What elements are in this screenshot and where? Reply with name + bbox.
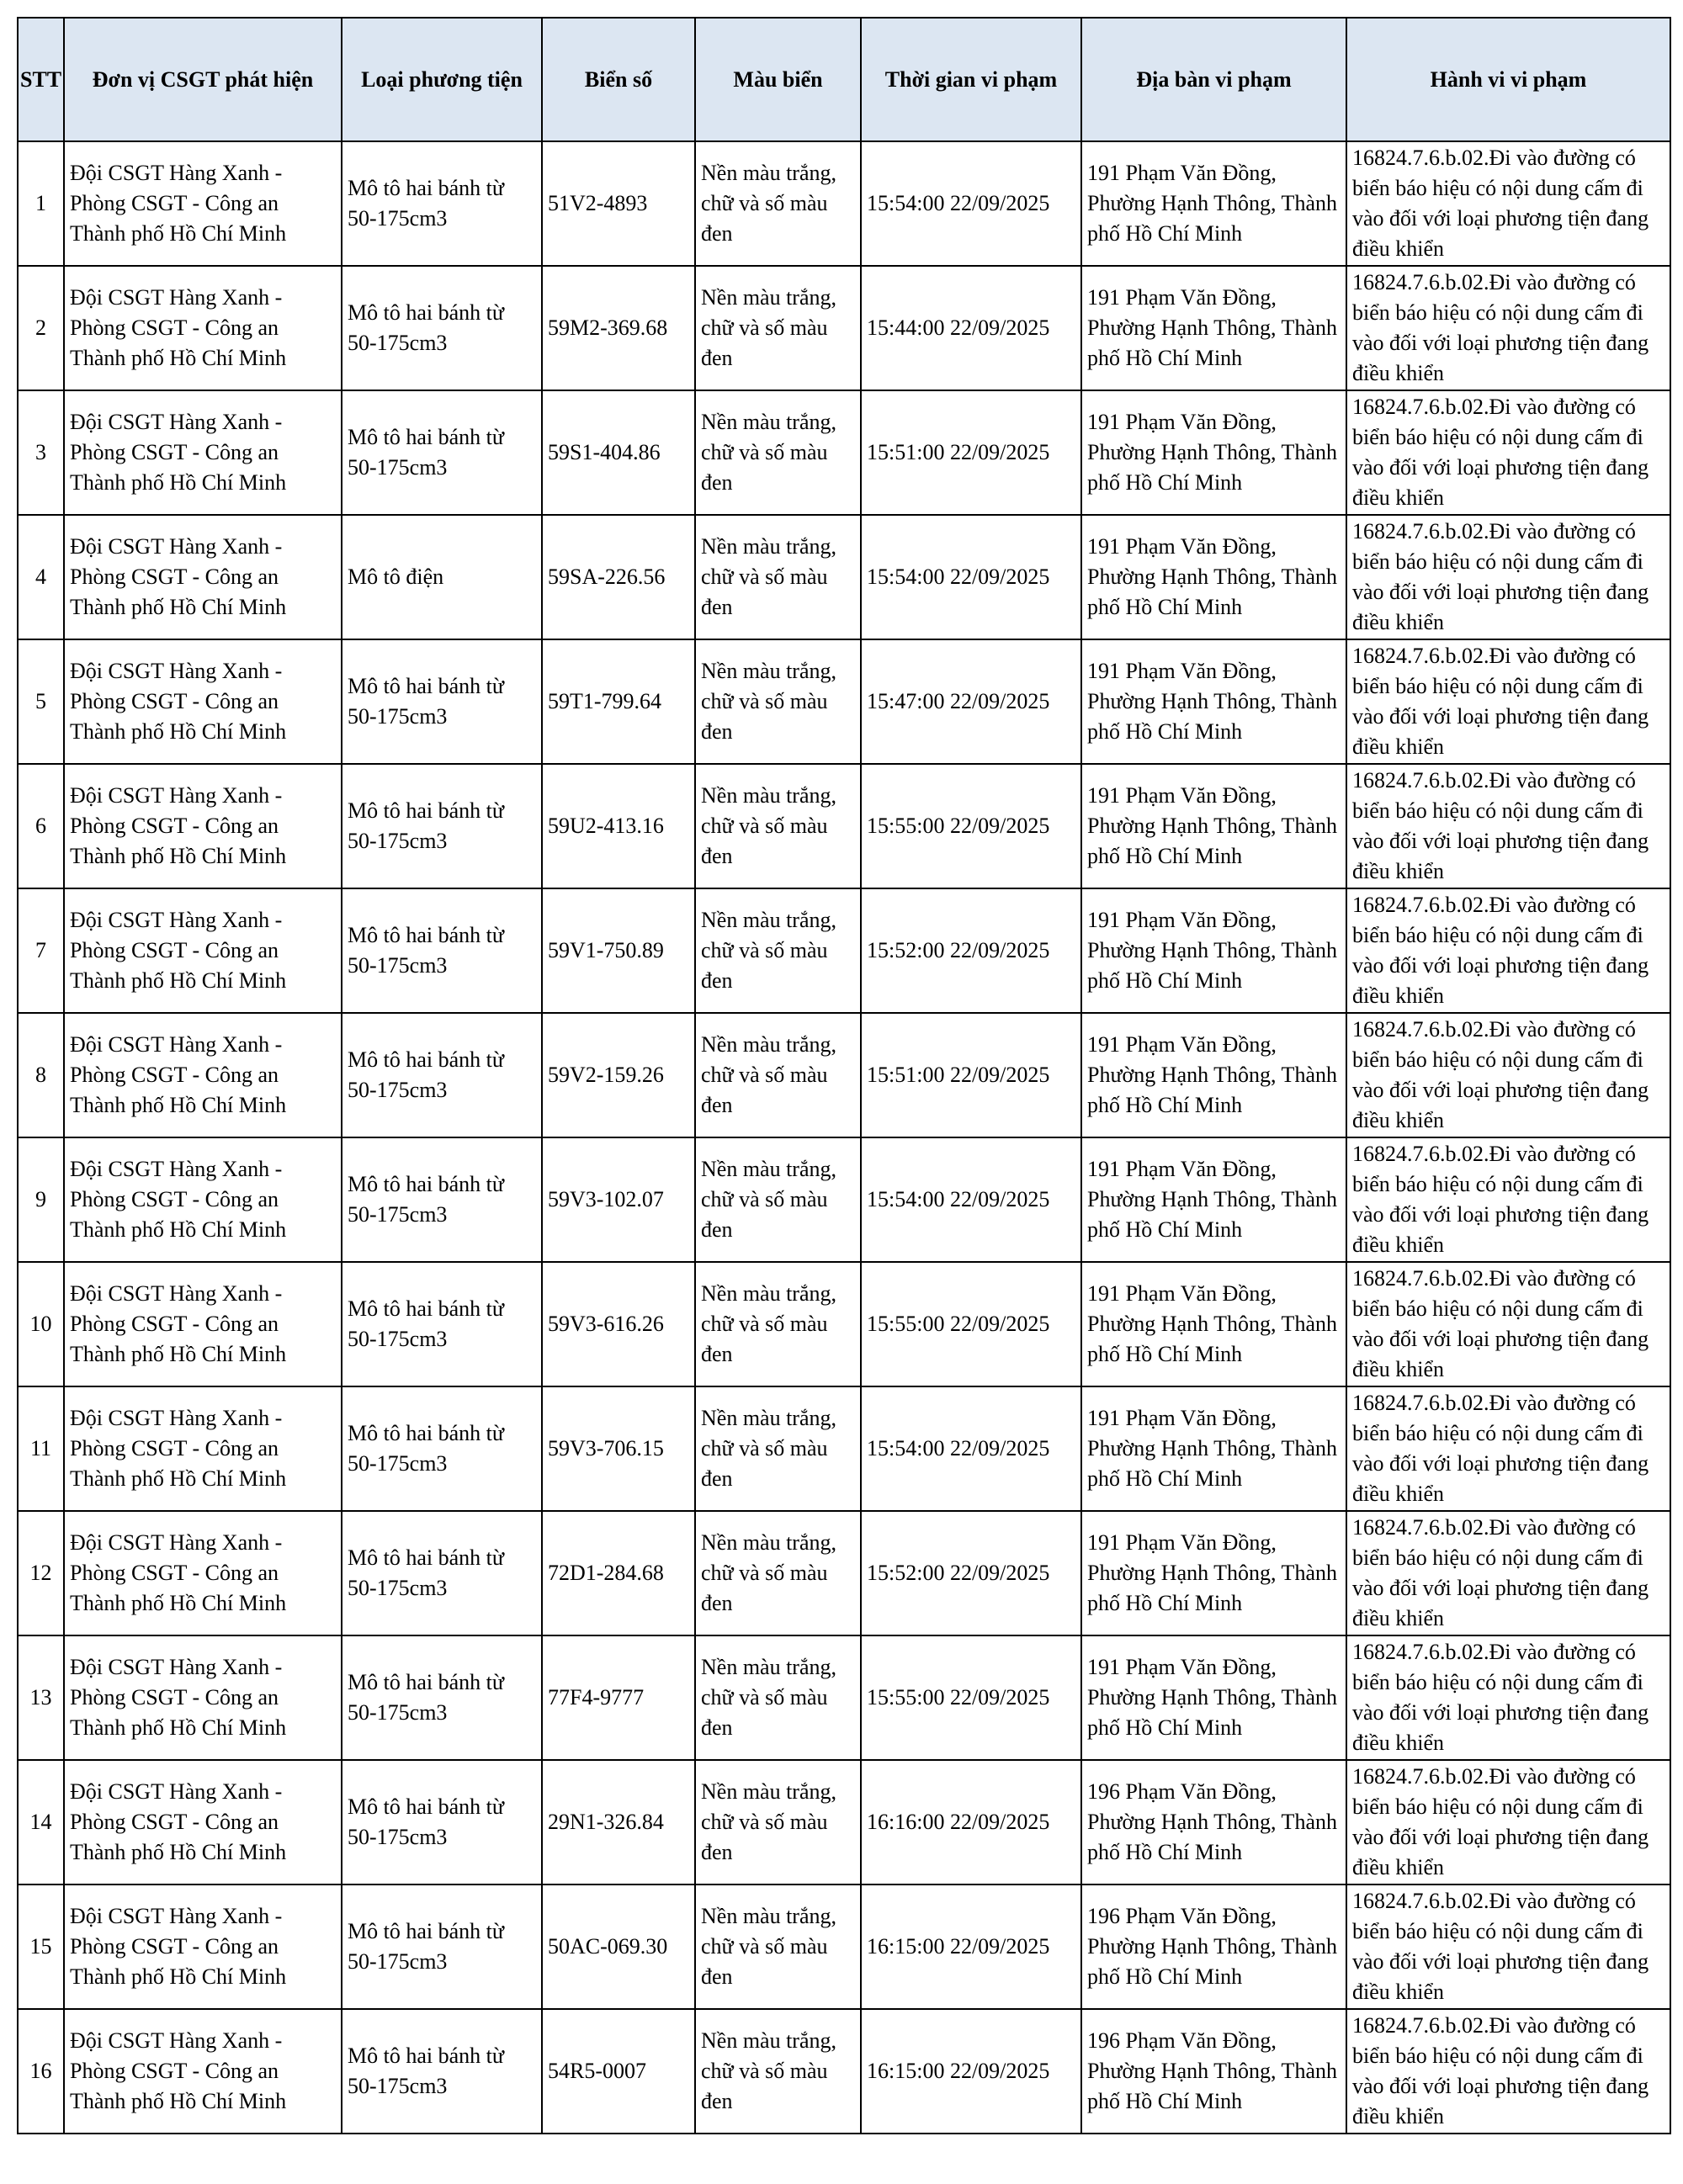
cell-violation-location: 191 Phạm Văn Đồng, Phường Hạnh Thông, Thành phố Hồ Chí Minh <box>1081 1013 1346 1137</box>
cell-violation-location: 191 Phạm Văn Đồng, Phường Hạnh Thông, Thành phố Hồ Chí Minh <box>1081 764 1346 888</box>
cell-plate-color: Nền màu trắng, chữ và số màu đen <box>695 1760 861 1884</box>
cell-violation-time: 15:51:00 22/09/2025 <box>861 390 1081 515</box>
header-row <box>18 18 1670 141</box>
cell-vehicle-type: Mô tô hai bánh từ 50-175cm3 <box>342 390 542 515</box>
cell-plate-number: 59V3-706.15 <box>542 1386 695 1511</box>
cell-plate-color: Nền màu trắng, chữ và số màu đen <box>695 1884 861 2009</box>
cell-violation-time: 15:52:00 22/09/2025 <box>861 888 1081 1013</box>
cell-violation-behavior: 16824.7.6.b.02.Đi vào đường có biển báo hiệu có nội dung cấm đi vào đối với loại phương tiện đang điều khiển <box>1346 1137 1670 1262</box>
table-header <box>18 18 1670 141</box>
cell-unit: Đội CSGT Hàng Xanh - Phòng CSGT - Công an Thành phố Hồ Chí Minh <box>64 1013 342 1137</box>
header-plate-color: Màu biển <box>695 18 861 141</box>
cell-violation-location: 191 Phạm Văn Đồng, Phường Hạnh Thông, Thành phố Hồ Chí Minh <box>1081 1635 1346 1760</box>
cell-stt: 8 <box>18 1013 64 1137</box>
cell-stt: 11 <box>18 1386 64 1511</box>
cell-violation-time: 15:44:00 22/09/2025 <box>861 266 1081 390</box>
header-vehicle-type: Loại phương tiện <box>342 18 542 141</box>
header-plate-number: Biển số <box>542 18 695 141</box>
header-violation-time: Thời gian vi phạm <box>861 18 1081 141</box>
cell-plate-color: Nền màu trắng, chữ và số màu đen <box>695 141 861 266</box>
cell-plate-number: 50AC-069.30 <box>542 1884 695 2009</box>
table-row <box>18 1386 1670 1511</box>
table-row <box>18 515 1670 639</box>
cell-violation-time: 15:55:00 22/09/2025 <box>861 764 1081 888</box>
table-row <box>18 1760 1670 1884</box>
table-row <box>18 1262 1670 1386</box>
table-row <box>18 1137 1670 1262</box>
cell-plate-number: 59T1-799.64 <box>542 639 695 764</box>
cell-vehicle-type: Mô tô điện <box>342 515 542 639</box>
cell-stt: 13 <box>18 1635 64 1760</box>
cell-violation-behavior: 16824.7.6.b.02.Đi vào đường có biển báo hiệu có nội dung cấm đi vào đối với loại phương tiện đang điều khiển <box>1346 1635 1670 1760</box>
table-row <box>18 1511 1670 1635</box>
cell-violation-time: 15:55:00 22/09/2025 <box>861 1262 1081 1386</box>
cell-violation-location: 191 Phạm Văn Đồng, Phường Hạnh Thông, Thành phố Hồ Chí Minh <box>1081 1386 1346 1511</box>
cell-unit: Đội CSGT Hàng Xanh - Phòng CSGT - Công an Thành phố Hồ Chí Minh <box>64 1511 342 1635</box>
cell-violation-time: 15:54:00 22/09/2025 <box>861 515 1081 639</box>
table-row <box>18 764 1670 888</box>
cell-violation-location: 191 Phạm Văn Đồng, Phường Hạnh Thông, Thành phố Hồ Chí Minh <box>1081 639 1346 764</box>
cell-stt: 10 <box>18 1262 64 1386</box>
cell-unit: Đội CSGT Hàng Xanh - Phòng CSGT - Công an Thành phố Hồ Chí Minh <box>64 1760 342 1884</box>
table-row <box>18 2009 1670 2134</box>
cell-unit: Đội CSGT Hàng Xanh - Phòng CSGT - Công an Thành phố Hồ Chí Minh <box>64 639 342 764</box>
cell-violation-behavior: 16824.7.6.b.02.Đi vào đường có biển báo hiệu có nội dung cấm đi vào đối với loại phương tiện đang điều khiển <box>1346 266 1670 390</box>
cell-vehicle-type: Mô tô hai bánh từ 50-175cm3 <box>342 2009 542 2134</box>
cell-stt: 1 <box>18 141 64 266</box>
cell-violation-location: 191 Phạm Văn Đồng, Phường Hạnh Thông, Thành phố Hồ Chí Minh <box>1081 141 1346 266</box>
cell-violation-behavior: 16824.7.6.b.02.Đi vào đường có biển báo hiệu có nội dung cấm đi vào đối với loại phương tiện đang điều khiển <box>1346 1262 1670 1386</box>
cell-violation-behavior: 16824.7.6.b.02.Đi vào đường có biển báo hiệu có nội dung cấm đi vào đối với loại phương tiện đang điều khiển <box>1346 764 1670 888</box>
cell-stt: 9 <box>18 1137 64 1262</box>
table-row <box>18 1884 1670 2009</box>
cell-vehicle-type: Mô tô hai bánh từ 50-175cm3 <box>342 1511 542 1635</box>
cell-plate-number: 29N1-326.84 <box>542 1760 695 1884</box>
header-violation-behavior: Hành vi vi phạm <box>1346 18 1670 141</box>
cell-violation-location: 191 Phạm Văn Đồng, Phường Hạnh Thông, Thành phố Hồ Chí Minh <box>1081 390 1346 515</box>
cell-violation-time: 15:55:00 22/09/2025 <box>861 1635 1081 1760</box>
cell-plate-number: 51V2-4893 <box>542 141 695 266</box>
table-body <box>18 141 1670 2134</box>
cell-violation-behavior: 16824.7.6.b.02.Đi vào đường có biển báo hiệu có nội dung cấm đi vào đối với loại phương tiện đang điều khiển <box>1346 888 1670 1013</box>
table-row <box>18 266 1670 390</box>
cell-unit: Đội CSGT Hàng Xanh - Phòng CSGT - Công an Thành phố Hồ Chí Minh <box>64 1137 342 1262</box>
cell-unit: Đội CSGT Hàng Xanh - Phòng CSGT - Công an Thành phố Hồ Chí Minh <box>64 1884 342 2009</box>
cell-plate-number: 59SA-226.56 <box>542 515 695 639</box>
cell-violation-location: 191 Phạm Văn Đồng, Phường Hạnh Thông, Thành phố Hồ Chí Minh <box>1081 888 1346 1013</box>
cell-vehicle-type: Mô tô hai bánh từ 50-175cm3 <box>342 1262 542 1386</box>
cell-plate-number: 59V1-750.89 <box>542 888 695 1013</box>
cell-unit: Đội CSGT Hàng Xanh - Phòng CSGT - Công an Thành phố Hồ Chí Minh <box>64 2009 342 2134</box>
cell-plate-color: Nền màu trắng, chữ và số màu đen <box>695 515 861 639</box>
cell-violation-location: 191 Phạm Văn Đồng, Phường Hạnh Thông, Thành phố Hồ Chí Minh <box>1081 515 1346 639</box>
cell-unit: Đội CSGT Hàng Xanh - Phòng CSGT - Công an Thành phố Hồ Chí Minh <box>64 1386 342 1511</box>
cell-unit: Đội CSGT Hàng Xanh - Phòng CSGT - Công an Thành phố Hồ Chí Minh <box>64 515 342 639</box>
cell-violation-time: 16:15:00 22/09/2025 <box>861 1884 1081 2009</box>
cell-unit: Đội CSGT Hàng Xanh - Phòng CSGT - Công an Thành phố Hồ Chí Minh <box>64 390 342 515</box>
cell-vehicle-type: Mô tô hai bánh từ 50-175cm3 <box>342 1137 542 1262</box>
cell-vehicle-type: Mô tô hai bánh từ 50-175cm3 <box>342 764 542 888</box>
cell-plate-number: 59V2-159.26 <box>542 1013 695 1137</box>
cell-plate-number: 59S1-404.86 <box>542 390 695 515</box>
cell-violation-behavior: 16824.7.6.b.02.Đi vào đường có biển báo hiệu có nội dung cấm đi vào đối với loại phương tiện đang điều khiển <box>1346 1013 1670 1137</box>
cell-violation-location: 196 Phạm Văn Đồng, Phường Hạnh Thông, Thành phố Hồ Chí Minh <box>1081 1760 1346 1884</box>
cell-unit: Đội CSGT Hàng Xanh - Phòng CSGT - Công an Thành phố Hồ Chí Minh <box>64 266 342 390</box>
cell-stt: 15 <box>18 1884 64 2009</box>
cell-plate-color: Nền màu trắng, chữ và số màu đen <box>695 764 861 888</box>
cell-unit: Đội CSGT Hàng Xanh - Phòng CSGT - Công an Thành phố Hồ Chí Minh <box>64 1262 342 1386</box>
cell-plate-color: Nền màu trắng, chữ và số màu đen <box>695 1635 861 1760</box>
cell-vehicle-type: Mô tô hai bánh từ 50-175cm3 <box>342 1013 542 1137</box>
cell-plate-number: 77F4-9777 <box>542 1635 695 1760</box>
cell-unit: Đội CSGT Hàng Xanh - Phòng CSGT - Công an Thành phố Hồ Chí Minh <box>64 141 342 266</box>
cell-violation-location: 191 Phạm Văn Đồng, Phường Hạnh Thông, Thành phố Hồ Chí Minh <box>1081 1137 1346 1262</box>
cell-violation-location: 191 Phạm Văn Đồng, Phường Hạnh Thông, Thành phố Hồ Chí Minh <box>1081 1511 1346 1635</box>
table-row <box>18 390 1670 515</box>
table-row <box>18 1013 1670 1137</box>
cell-plate-number: 59U2-413.16 <box>542 764 695 888</box>
cell-unit: Đội CSGT Hàng Xanh - Phòng CSGT - Công an Thành phố Hồ Chí Minh <box>64 764 342 888</box>
cell-violation-behavior: 16824.7.6.b.02.Đi vào đường có biển báo hiệu có nội dung cấm đi vào đối với loại phương tiện đang điều khiển <box>1346 639 1670 764</box>
header-violation-location: Địa bàn vi phạm <box>1081 18 1346 141</box>
cell-violation-behavior: 16824.7.6.b.02.Đi vào đường có biển báo hiệu có nội dung cấm đi vào đối với loại phương tiện đang điều khiển <box>1346 1386 1670 1511</box>
table-row <box>18 1635 1670 1760</box>
cell-violation-time: 16:15:00 22/09/2025 <box>861 2009 1081 2134</box>
cell-unit: Đội CSGT Hàng Xanh - Phòng CSGT - Công an Thành phố Hồ Chí Minh <box>64 888 342 1013</box>
cell-violation-time: 15:54:00 22/09/2025 <box>861 1137 1081 1262</box>
cell-violation-location: 196 Phạm Văn Đồng, Phường Hạnh Thông, Thành phố Hồ Chí Minh <box>1081 2009 1346 2134</box>
cell-plate-color: Nền màu trắng, chữ và số màu đen <box>695 1262 861 1386</box>
cell-plate-color: Nền màu trắng, chữ và số màu đen <box>695 1386 861 1511</box>
cell-stt: 5 <box>18 639 64 764</box>
cell-violation-time: 15:54:00 22/09/2025 <box>861 141 1081 266</box>
cell-violation-location: 191 Phạm Văn Đồng, Phường Hạnh Thông, Thành phố Hồ Chí Minh <box>1081 1262 1346 1386</box>
cell-violation-time: 15:52:00 22/09/2025 <box>861 1511 1081 1635</box>
cell-stt: 3 <box>18 390 64 515</box>
cell-plate-color: Nền màu trắng, chữ và số màu đen <box>695 390 861 515</box>
cell-violation-behavior: 16824.7.6.b.02.Đi vào đường có biển báo hiệu có nội dung cấm đi vào đối với loại phương tiện đang điều khiển <box>1346 141 1670 266</box>
cell-plate-number: 59V3-102.07 <box>542 1137 695 1262</box>
cell-plate-number: 59M2-369.68 <box>542 266 695 390</box>
cell-vehicle-type: Mô tô hai bánh từ 50-175cm3 <box>342 266 542 390</box>
cell-violation-behavior: 16824.7.6.b.02.Đi vào đường có biển báo hiệu có nội dung cấm đi vào đối với loại phương tiện đang điều khiển <box>1346 1884 1670 2009</box>
cell-vehicle-type: Mô tô hai bánh từ 50-175cm3 <box>342 1635 542 1760</box>
cell-violation-time: 16:16:00 22/09/2025 <box>861 1760 1081 1884</box>
cell-plate-color: Nền màu trắng, chữ và số màu đen <box>695 1013 861 1137</box>
cell-violation-behavior: 16824.7.6.b.02.Đi vào đường có biển báo hiệu có nội dung cấm đi vào đối với loại phương tiện đang điều khiển <box>1346 1760 1670 1884</box>
cell-plate-number: 59V3-616.26 <box>542 1262 695 1386</box>
cell-stt: 14 <box>18 1760 64 1884</box>
cell-plate-color: Nền màu trắng, chữ và số màu đen <box>695 639 861 764</box>
table-row <box>18 639 1670 764</box>
cell-vehicle-type: Mô tô hai bánh từ 50-175cm3 <box>342 141 542 266</box>
cell-stt: 2 <box>18 266 64 390</box>
cell-violation-behavior: 16824.7.6.b.02.Đi vào đường có biển báo hiệu có nội dung cấm đi vào đối với loại phương tiện đang điều khiển <box>1346 1511 1670 1635</box>
cell-stt: 4 <box>18 515 64 639</box>
cell-violation-time: 15:47:00 22/09/2025 <box>861 639 1081 764</box>
cell-vehicle-type: Mô tô hai bánh từ 50-175cm3 <box>342 1386 542 1511</box>
cell-violation-location: 196 Phạm Văn Đồng, Phường Hạnh Thông, Thành phố Hồ Chí Minh <box>1081 1884 1346 2009</box>
cell-unit: Đội CSGT Hàng Xanh - Phòng CSGT - Công an Thành phố Hồ Chí Minh <box>64 1635 342 1760</box>
cell-violation-behavior: 16824.7.6.b.02.Đi vào đường có biển báo hiệu có nội dung cấm đi vào đối với loại phương tiện đang điều khiển <box>1346 515 1670 639</box>
cell-vehicle-type: Mô tô hai bánh từ 50-175cm3 <box>342 1884 542 2009</box>
cell-plate-color: Nền màu trắng, chữ và số màu đen <box>695 2009 861 2134</box>
cell-violation-behavior: 16824.7.6.b.02.Đi vào đường có biển báo hiệu có nội dung cấm đi vào đối với loại phương tiện đang điều khiển <box>1346 2009 1670 2134</box>
cell-plate-number: 72D1-284.68 <box>542 1511 695 1635</box>
cell-violation-time: 15:51:00 22/09/2025 <box>861 1013 1081 1137</box>
cell-vehicle-type: Mô tô hai bánh từ 50-175cm3 <box>342 1760 542 1884</box>
cell-stt: 12 <box>18 1511 64 1635</box>
cell-stt: 6 <box>18 764 64 888</box>
cell-stt: 16 <box>18 2009 64 2134</box>
cell-plate-color: Nền màu trắng, chữ và số màu đen <box>695 266 861 390</box>
table-row <box>18 141 1670 266</box>
cell-plate-color: Nền màu trắng, chữ và số màu đen <box>695 888 861 1013</box>
cell-plate-number: 54R5-0007 <box>542 2009 695 2134</box>
cell-plate-color: Nền màu trắng, chữ và số màu đen <box>695 1511 861 1635</box>
cell-stt: 7 <box>18 888 64 1013</box>
cell-vehicle-type: Mô tô hai bánh từ 50-175cm3 <box>342 888 542 1013</box>
table-row <box>18 888 1670 1013</box>
cell-violation-time: 15:54:00 22/09/2025 <box>861 1386 1081 1511</box>
header-stt: STT <box>18 18 64 141</box>
violations-table <box>17 17 1671 2134</box>
cell-vehicle-type: Mô tô hai bánh từ 50-175cm3 <box>342 639 542 764</box>
cell-plate-color: Nền màu trắng, chữ và số màu đen <box>695 1137 861 1262</box>
cell-violation-location: 191 Phạm Văn Đồng, Phường Hạnh Thông, Thành phố Hồ Chí Minh <box>1081 266 1346 390</box>
header-unit: Đơn vị CSGT phát hiện <box>64 18 342 141</box>
cell-violation-behavior: 16824.7.6.b.02.Đi vào đường có biển báo hiệu có nội dung cấm đi vào đối với loại phương tiện đang điều khiển <box>1346 390 1670 515</box>
